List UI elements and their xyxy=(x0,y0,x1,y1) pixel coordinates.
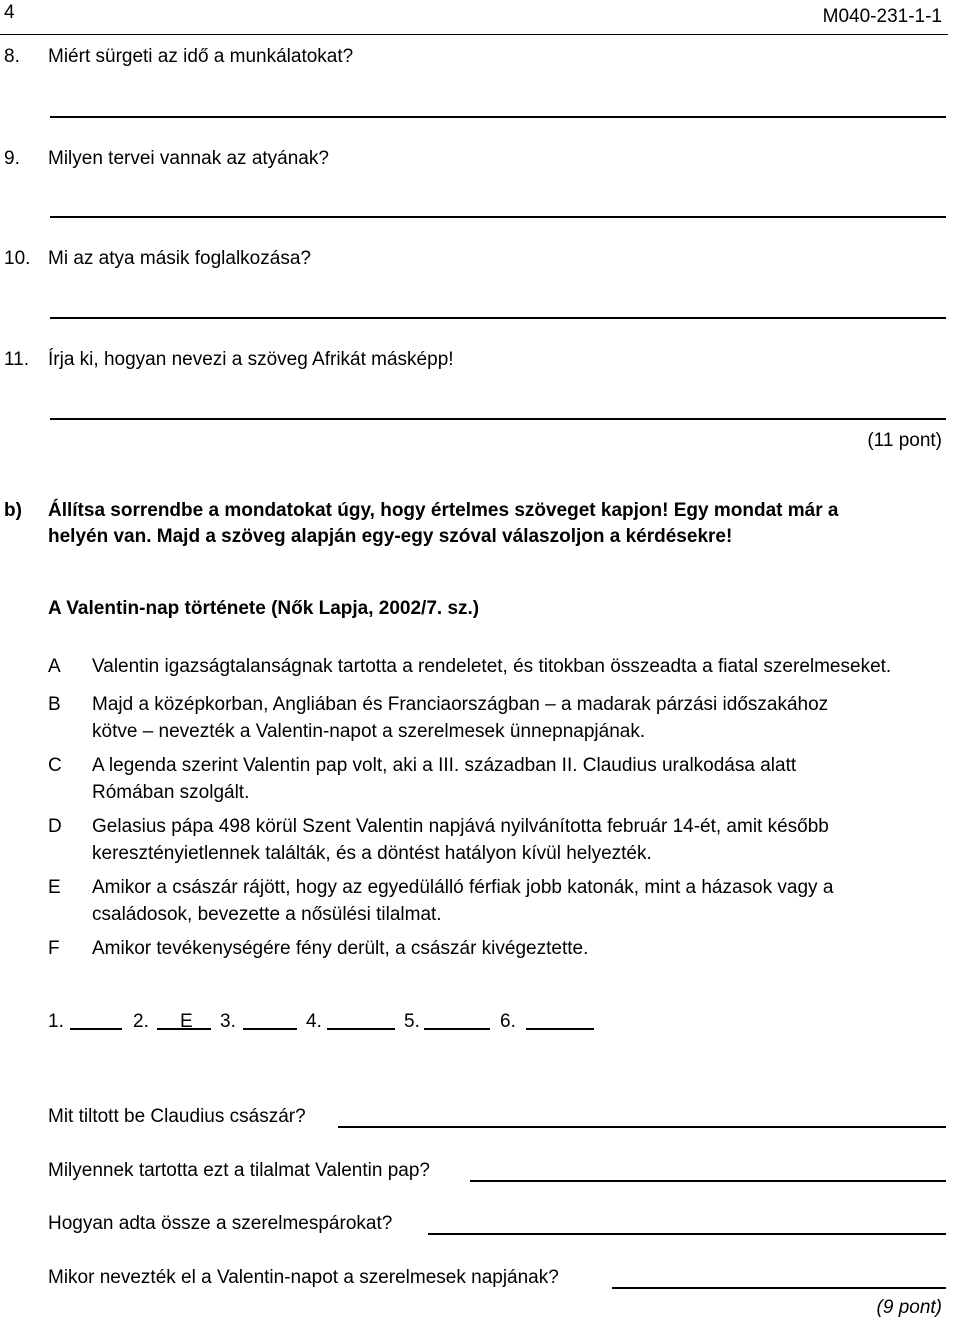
order-label-1: 1. xyxy=(48,1011,64,1032)
question-when-named: Mikor nevezték el a Valentin-napot a szerelmesek napjának? xyxy=(48,1267,559,1288)
question-number-8: 8. xyxy=(4,46,20,67)
answer-line-8[interactable] xyxy=(50,116,946,118)
question-text-9: Milyen tervei vannak az atyának? xyxy=(48,148,329,169)
order-blank-3[interactable] xyxy=(243,1028,297,1030)
sentence-e-line1: Amikor a császár rájött, hogy az egyedülálló férfiak jobb katonák, mint a házasok vagy a xyxy=(92,877,834,898)
section-b-points: (9 pont) xyxy=(876,1297,942,1318)
question-text-10: Mi az atya másik foglalkozása? xyxy=(48,248,311,269)
sentence-b-line1: Majd a középkorban, Angliában és Franciaországban – a madarak párzási időszakához xyxy=(92,694,829,715)
order-blank-4[interactable] xyxy=(327,1028,395,1030)
sentence-d-line2: keresztényietlennek találták, és a döntést hatályon kívül helyezték. xyxy=(92,843,652,864)
answer-line-claudius-ban[interactable] xyxy=(338,1126,946,1128)
order-blank-5[interactable] xyxy=(424,1028,490,1030)
sentence-b-line2: kötve – nevezték a Valentin-napot a szerelmesek ünnepnapjának. xyxy=(92,721,646,742)
question-claudius-ban: Mit tiltott be Claudius császár? xyxy=(48,1106,306,1127)
sentence-e-line2: családosok, bevezette a nősülési tilalmat. xyxy=(92,904,442,925)
order-blank-1[interactable] xyxy=(70,1028,122,1030)
sentence-letter-f: F xyxy=(48,938,60,959)
answer-line-valentin-opinion[interactable] xyxy=(470,1180,946,1182)
order-blank-6[interactable] xyxy=(526,1028,594,1030)
page-number: 4 xyxy=(4,2,15,23)
order-label-2: 2. xyxy=(133,1011,149,1032)
order-label-5: 5. xyxy=(404,1011,420,1032)
section-a-points: (11 pont) xyxy=(867,430,942,451)
section-b-instruction-line1: Állítsa sorrendbe a mondatokat úgy, hogy értelmes szöveget kapjon! Egy mondat már a xyxy=(48,500,839,521)
answer-line-10[interactable] xyxy=(50,317,946,319)
sentence-d-line1: Gelasius pápa 498 körül Szent Valentin napjává nyilvánította február 14-ét, amit később xyxy=(92,816,829,837)
sentence-c-line2: Rómában szolgált. xyxy=(92,782,250,803)
answer-line-9[interactable] xyxy=(50,216,946,218)
section-b-instruction-line2: helyén van. Majd a szöveg alapján egy-egy szóval válaszoljon a kérdésekre! xyxy=(48,526,733,547)
question-text-8: Miért sürgeti az idő a munkálatokat? xyxy=(48,46,354,67)
question-number-11: 11. xyxy=(4,349,30,370)
order-label-6: 6. xyxy=(500,1011,516,1032)
text-title: A Valentin-nap története (Nők Lapja, 2002/7. sz.) xyxy=(48,598,480,619)
question-how-married: Hogyan adta össze a szerelmespárokat? xyxy=(48,1213,393,1234)
question-text-11: Írja ki, hogyan nevezi a szöveg Afrikát másképp! xyxy=(48,349,454,370)
question-number-10: 10. xyxy=(4,248,31,269)
sentence-letter-c: C xyxy=(48,755,62,776)
sentence-letter-a: A xyxy=(48,656,61,677)
question-valentin-opinion: Milyennek tartotta ezt a tilalmat Valentin pap? xyxy=(48,1160,430,1181)
section-b-label: b) xyxy=(4,500,22,521)
answer-line-how-married[interactable] xyxy=(428,1233,946,1235)
document-code: M040-231-1-1 xyxy=(822,6,942,27)
sentence-letter-b: B xyxy=(48,694,61,715)
sentence-letter-d: D xyxy=(48,816,62,837)
question-number-9: 9. xyxy=(4,148,20,169)
sentence-a-line1: Valentin igazságtalanságnak tartotta a rendeletet, és titokban összeadta a fiatal szerelmeseket. xyxy=(92,656,892,677)
header-divider xyxy=(0,34,948,35)
order-blank-2[interactable] xyxy=(157,1028,211,1030)
answer-line-11[interactable] xyxy=(50,418,946,420)
order-label-3: 3. xyxy=(220,1011,236,1032)
sentence-f-line1: Amikor tevékenységére fény derült, a császár kivégeztette. xyxy=(92,938,589,959)
order-answer-2: E xyxy=(180,1011,193,1032)
answer-line-when-named[interactable] xyxy=(612,1287,946,1289)
order-label-4: 4. xyxy=(306,1011,322,1032)
sentence-letter-e: E xyxy=(48,877,61,898)
sentence-c-line1: A legenda szerint Valentin pap volt, aki a III. században II. Claudius uralkodása alatt xyxy=(92,755,797,776)
